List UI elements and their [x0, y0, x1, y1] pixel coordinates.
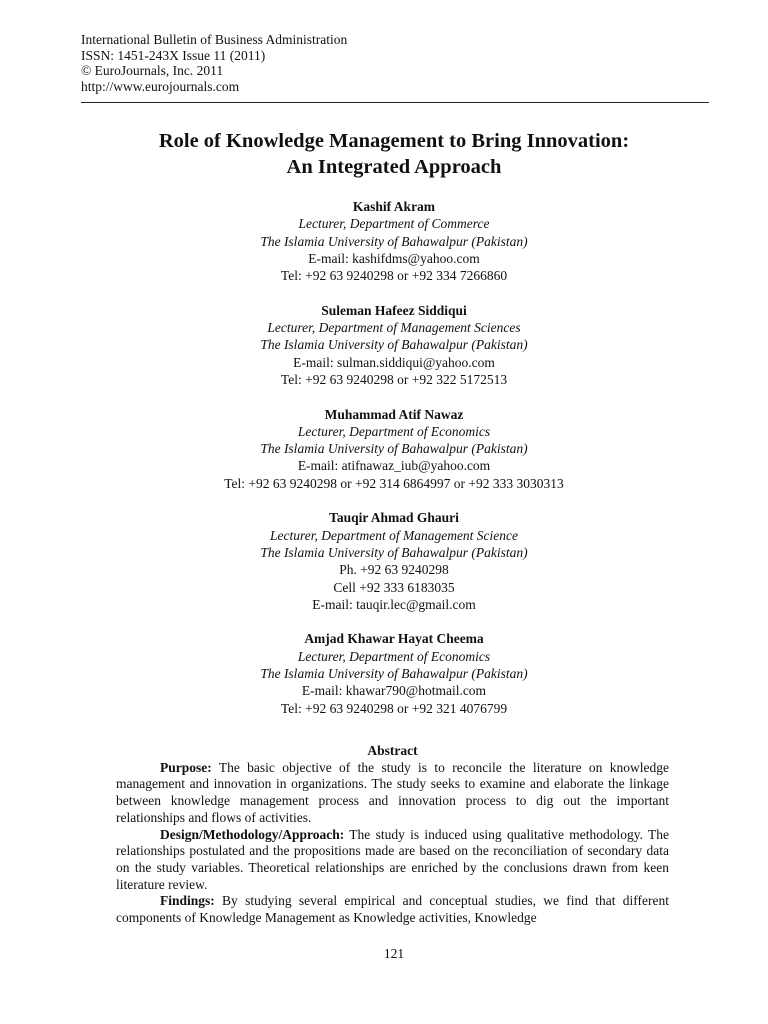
abstract-section	[116, 743, 669, 927]
abstract-findings	[116, 893, 669, 926]
abstract-purpose	[116, 760, 669, 827]
author-email: E-mail: kashifdms@yahoo.com	[308, 250, 480, 266]
author-university: The Islamia University of Bahawalpur (Pakistan)	[260, 666, 528, 682]
findings-label: Findings:	[160, 893, 215, 909]
author-name: Suleman Hafeez Siddiqui	[321, 302, 467, 318]
title-line-2: An Integrated Approach	[286, 156, 502, 178]
author-list	[0, 198, 768, 734]
purpose-text: The basic objective of the study is to reconcile the literature on knowledge management and innovation in organizations. The study seeks to examine and elaborate the linkage between knowledge management process and innovation process to dig out the important relationships and flows of activities.	[116, 759, 669, 825]
author-phone: Tel: +92 63 9240298 or +92 322 5172513	[280, 371, 508, 387]
methodology-label: Design/Methodology/Approach:	[160, 826, 345, 842]
journal-url[interactable]: http://www.eurojournals.com	[81, 78, 240, 94]
author-university: The Islamia University of Bahawalpur (Pakistan)	[260, 233, 528, 249]
journal-issn: ISSN: 1451-243X Issue 11 (2011)	[81, 47, 266, 63]
author-block	[0, 198, 768, 284]
author-position: Lecturer, Department of Commerce	[298, 216, 490, 232]
author-email: E-mail: sulman.siddiqui@yahoo.com	[293, 354, 495, 370]
title-line-1: Role of Knowledge Management to Bring Innovation:	[158, 130, 630, 152]
author-phone: Ph. +92 63 9240298	[339, 562, 449, 578]
author-name: Amjad Khawar Hayat Cheema	[304, 631, 484, 647]
author-phone: Tel: +92 63 9240298 or +92 314 6864997 or +92 333 3030313	[224, 475, 564, 491]
journal-header	[81, 32, 347, 94]
author-block	[0, 302, 768, 388]
author-university: The Islamia University of Bahawalpur (Pakistan)	[260, 337, 528, 353]
author-position: Lecturer, Department of Management Sciences	[267, 320, 521, 336]
findings-text: By studying several empirical and conceptual studies, we find that different components of Knowledge Management as Knowledge activities, Knowledge	[116, 893, 669, 926]
author-email: E-mail: khawar790@hotmail.com	[301, 683, 487, 699]
author-email: E-mail: atifnawaz_iub@yahoo.com	[297, 458, 491, 474]
abstract-heading: Abstract	[367, 743, 418, 758]
author-name: Kashif Akram	[352, 199, 436, 214]
methodology-text: The study is induced using qualitative methodology. The relationships postulated and the propositions made are based on the reconciliation of secondary data on the study variables. Theoretical relationships are enriched by the conclusions drawn from keen literature review.	[116, 826, 669, 892]
author-university: The Islamia University of Bahawalpur (Pakistan)	[260, 441, 528, 457]
abstract-methodology	[116, 827, 669, 894]
author-position: Lecturer, Department of Economics	[297, 423, 491, 439]
header-divider	[81, 102, 709, 103]
author-university: The Islamia University of Bahawalpur (Pakistan)	[260, 544, 528, 560]
author-position: Lecturer, Department of Economics	[297, 648, 491, 664]
page-number: 121	[383, 946, 405, 961]
author-position: Lecturer, Department of Management Science	[269, 527, 519, 543]
author-name: Tauqir Ahmad Ghauri	[329, 510, 459, 526]
paper-title	[0, 128, 768, 180]
author-block	[0, 630, 768, 716]
author-block	[0, 509, 768, 613]
author-email: E-mail: tauqir.lec@gmail.com	[312, 596, 476, 612]
author-phone: Tel: +92 63 9240298 or +92 321 4076799	[280, 700, 508, 716]
journal-name: International Bulletin of Business Administration	[81, 32, 348, 47]
author-cell: Cell +92 333 6183035	[333, 579, 455, 595]
author-phone: Tel: +92 63 9240298 or +92 334 7266860	[280, 268, 508, 284]
purpose-label: Purpose:	[160, 759, 212, 775]
author-block	[0, 406, 768, 492]
journal-copyright: © EuroJournals, Inc. 2011	[81, 63, 224, 78]
author-name: Muhammad Atif Nawaz	[324, 406, 464, 422]
